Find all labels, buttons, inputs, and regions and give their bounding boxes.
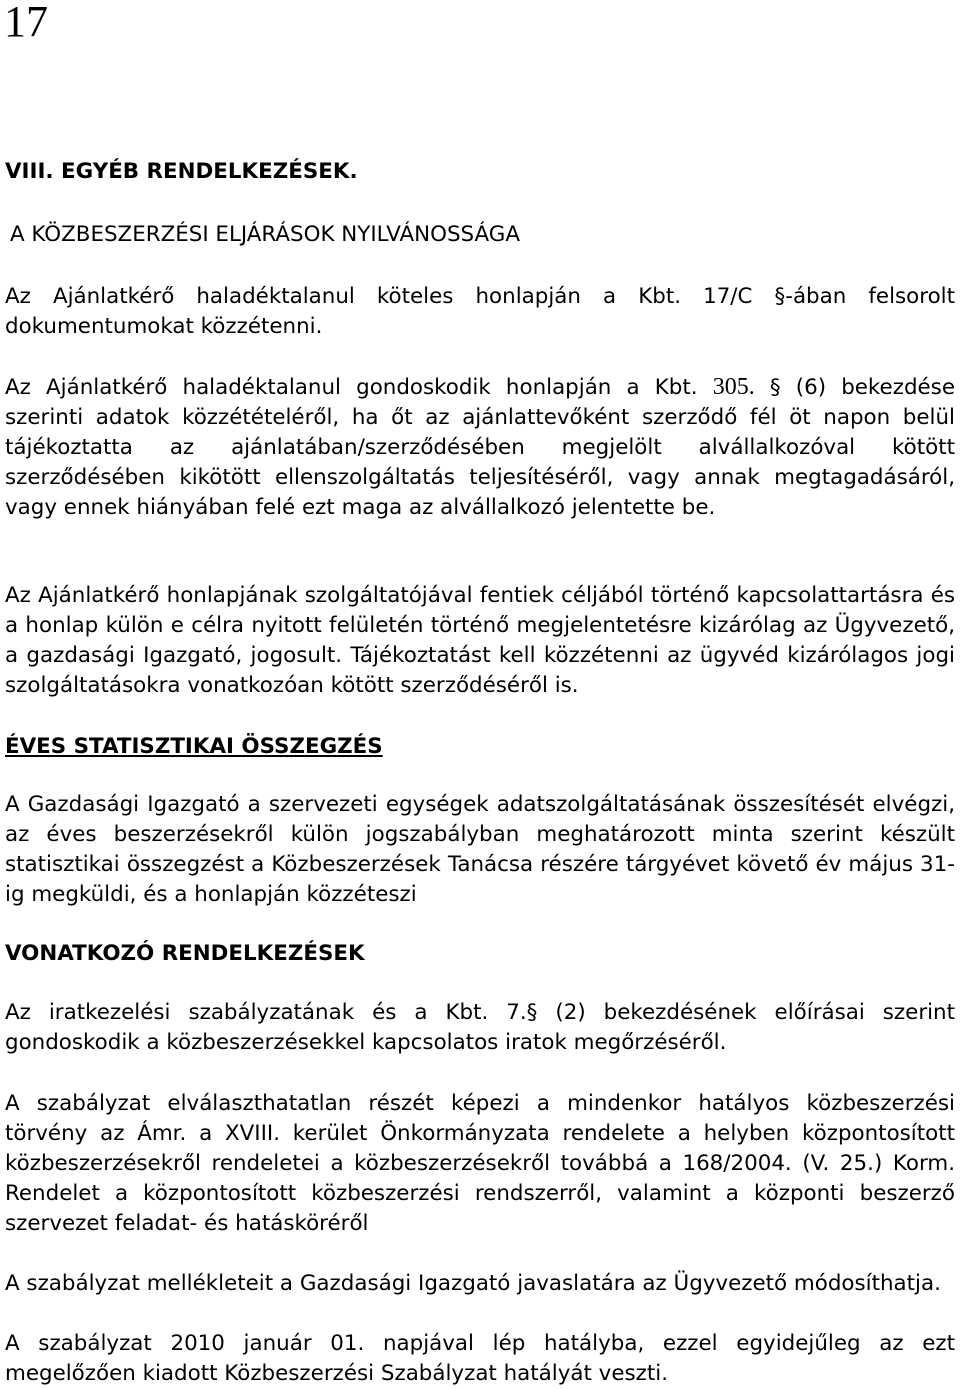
- paragraph-applicable-laws: A szabályzat elválaszthatatlan részét képezi a mindenkor hatályos közbeszerzési törvény az Ámr. a XVIII. kerület Önkormányzata rendelete a helyben központosított közbeszerzésekről rendeletei a közbeszerzésekről továbbá a 168/2004. (V. 25.) Korm. Rendelet a központosított közbeszerzési rendszerről, valamint a központi beszerző szervezet feladat- és hatásköréről: [5, 1091, 955, 1236]
- paragraph-annual-summary: A Gazdasági Igazgató a szervezeti egységek adatszolgáltatásának összesítését elvégzi, az éves beszerzésekről külön jogszabályban meghatározott minta szerint készült statisztikai összegzést a Közbeszerzések Tanácsa részére tárgyévet követő év május 31-ig megküldi, és a honlapján közzéteszi: [5, 792, 955, 907]
- paragraph-website-contact: Az Ajánlatkérő honlapjának szolgáltatójával fentiek céljából történő kapcsolattartásra és a honlap külön e célra nyitott felületén történő megjelentetésre kizárólag az Ügyvezető, a gazdasági Igazgató, jogosult. Tájékoztatást kell közzétenni az ügyvéd kizárólagos jogi szolgáltatásokra vonatkozóan kötött szerződéséről is.: [5, 583, 955, 698]
- paragraph-subcontractor-data: [5, 372, 955, 523]
- paragraph-document-retention: Az iratkezelési szabályzatának és a Kbt. 7.§ (2) bekezdésének előírásai szerint gondoskodik a közbeszerzésekkel kapcsolatos iratok megőrzéséről.: [5, 1000, 955, 1055]
- section-heading: VIII. EGYÉB RENDELKEZÉSEK.: [5, 159, 358, 184]
- paragraph-subcontractor-data-rest: § (6) bekezdése szerinti adatok közzétételéről, ha őt az ajánlattevőként szerződő fél öt napon belül tájékoztatta az ajánlatában/szerződésében megjelölt alvállalkozóval kötött szerződésében kikötött ellenszolgáltatás teljesítéséről, vagy annak megtagadásáról, vagy ennek hiányában felé ezt maga az alvállalkozó jelentette be.: [5, 375, 955, 520]
- publicity-heading: A KÖZBESZERZÉSI ELJÁRÁSOK NYILVÁNOSSÁGA: [10, 222, 520, 247]
- paragraph-publication-duty: Az Ajánlatkérő haladéktalanul köteles honlapján a Kbt. 17/C §-ában felsorolt dokumentumokat közzétenni.: [5, 284, 955, 339]
- paragraph-subcontractor-data-start: Az Ajánlatkérő haladéktalanul gondoskodik honlapján a Kbt.: [5, 375, 713, 400]
- paragraph-subcontractor-data-number: 305.: [712, 374, 755, 400]
- page-number: 17: [4, 0, 48, 46]
- paragraph-annex-amendment: A szabályzat mellékleteit a Gazdasági Igazgató javaslatára az Ügyvezető módosíthatja.: [5, 1271, 941, 1296]
- paragraph-effective-date: A szabályzat 2010 január 01. napjával lép hatályba, ezzel egyidejűleg az ezt megelőzően kiadott Közbeszerzési Szabályzat hatályát veszti.: [5, 1331, 955, 1386]
- stats-heading: ÉVES STATISZTIKAI ÖSSZEGZÉS: [5, 734, 383, 759]
- related-heading: VONATKOZÓ RENDELKEZÉSEK: [5, 941, 365, 966]
